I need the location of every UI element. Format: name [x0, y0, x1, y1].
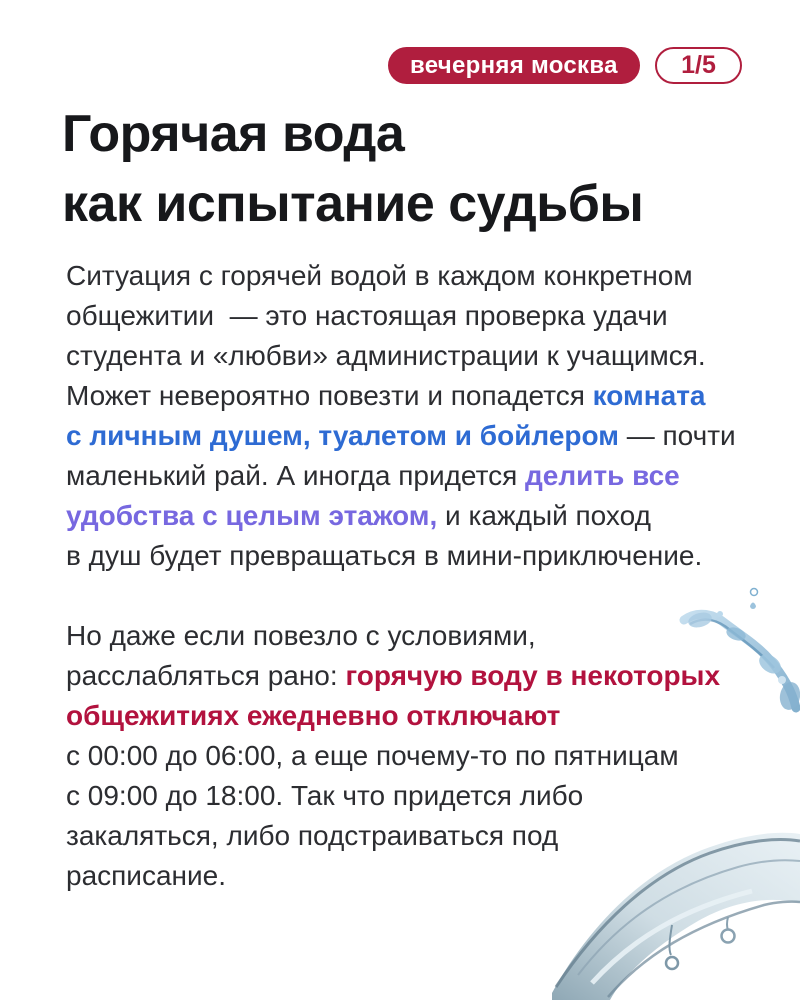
text-segment: Ситуация с горячей водой в каждом конкретном — [66, 260, 693, 291]
text-line — [66, 736, 766, 776]
text-line — [66, 696, 766, 736]
water-splash-icon — [670, 584, 800, 716]
highlight-red: горячую воду в некоторых — [345, 660, 721, 691]
page-indicator: 1/5 — [655, 47, 742, 84]
text-segment: Но даже если повезло с условиями, — [66, 620, 536, 651]
text-segment: с 09:00 до 18:00. Так что придется либо — [66, 780, 584, 811]
text-line — [66, 656, 766, 696]
paragraph — [66, 256, 766, 576]
text-line — [66, 336, 766, 376]
text-segment: в душ будет превращаться в мини-приключение. — [66, 540, 703, 571]
brand-badge: вечерняя москва — [388, 47, 640, 84]
text-line — [66, 256, 766, 296]
page-title — [62, 99, 643, 239]
text-line — [66, 616, 766, 656]
highlight-blue: комната — [592, 380, 706, 411]
text-segment: и каждый поход — [437, 500, 651, 531]
text-segment: общежитии — это настоящая проверка удачи — [66, 300, 668, 331]
text-segment: — почти — [618, 420, 736, 451]
text-segment: с 00:00 до 06:00, а еще почему-то по пятницам — [66, 740, 679, 771]
water-wave-icon — [552, 805, 800, 1000]
text-segment: студента и «любви» администрации к учащимся. — [66, 340, 706, 371]
title-line-2: как испытание судьбы — [62, 175, 644, 233]
text-segment: закаляться, либо подстраиваться под — [66, 820, 559, 851]
text-segment: Может невероятно повезти и попадется — [66, 380, 593, 411]
highlight-red: общежитиях ежедневно отключают — [66, 700, 561, 731]
highlight-blue: с личным душем, туалетом и бойлером — [66, 420, 619, 451]
text-line — [66, 456, 766, 496]
article-body — [66, 256, 766, 896]
text-segment: расписание. — [66, 860, 226, 891]
highlight-purple: удобства с целым этажом, — [66, 500, 438, 531]
text-segment: маленький рай. А иногда придется — [66, 460, 526, 491]
text-line — [66, 296, 766, 336]
title-line-1: Горячая вода — [62, 105, 405, 163]
text-line — [66, 376, 766, 416]
text-line — [66, 536, 766, 576]
text-line — [66, 416, 766, 456]
highlight-purple: делить все — [525, 460, 680, 491]
text-segment: расслабляться рано: — [66, 660, 346, 691]
text-line — [66, 496, 766, 536]
